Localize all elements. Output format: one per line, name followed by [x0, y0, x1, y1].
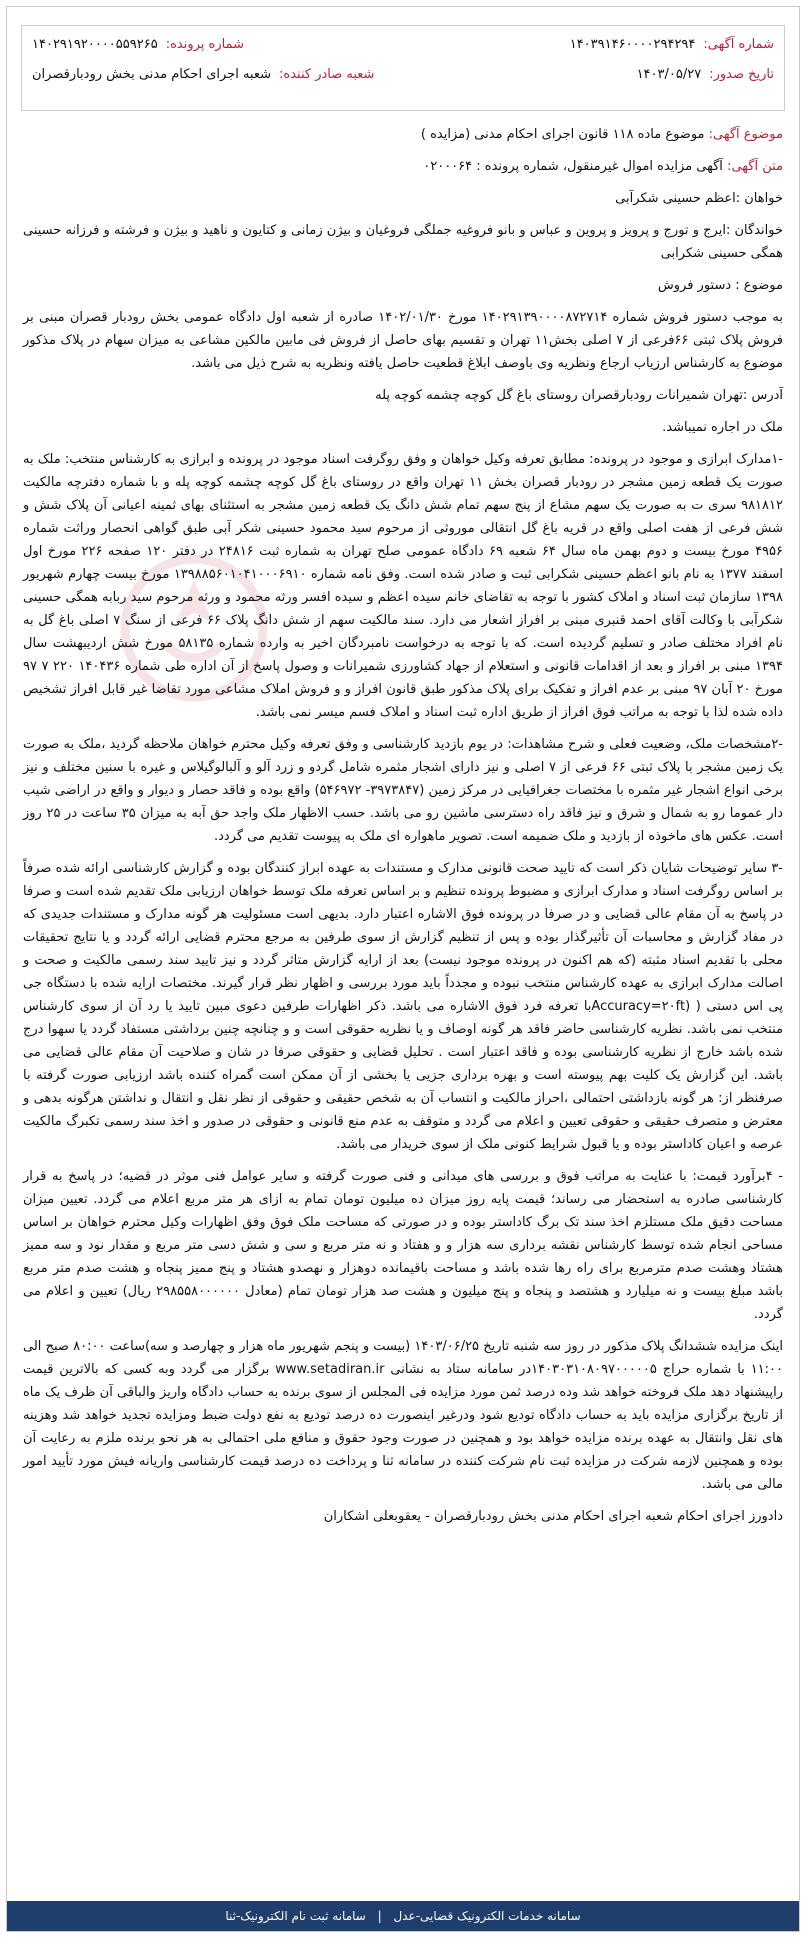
subject-value: موضوع ماده ۱۱۸ قانون اجرای احکام مدنی (مزایده )	[420, 127, 705, 142]
issue-date-label: تاریخ صدور:	[709, 67, 774, 82]
case-number-value: ۱۴۰۲۹۱۹۲۰۰۰۰۵۵۹۲۶۵	[32, 37, 158, 52]
footer-bar	[7, 1901, 799, 1931]
applicant: خواهان :اعظم حسینی شکرآبی	[615, 191, 783, 206]
notice-number	[570, 32, 774, 58]
notice-text-label: متن آگهی:	[727, 159, 783, 174]
notice-body	[23, 123, 783, 1537]
issuing-branch-label: شعبه صادر کننده:	[279, 67, 375, 82]
subject-label: موضوع آگهی:	[708, 127, 783, 142]
notice-number-value: ۱۴۰۳۹۱۴۶۰۰۰۰۲۹۴۲۹۴	[569, 37, 696, 52]
footer-right-link[interactable]: سامانه ثبت نام الکترونیک-ثنا	[225, 1909, 366, 1923]
respondents: خواندگان :ایرج و تورج و پرویز و پروین و عباس و بانو فروغیه جملگی فروغیان و بیژن زمانی و کتایون و ناهید و بیژن و فرشته و فرزانه حسینی همگی حسینی شکرابی	[23, 223, 783, 261]
paragraph-property-specs: -۲مشخصات ملک، وضعیت فعلی و شرح مشاهدات: در یوم بازدید کارشناسی و وفق تعرفه وکیل محترم خواهان ملاحظه گردید ،ملک به صورت یک زمین مشجر با پلاک ثبتی ۶۶ فرعی از ۷ اصلی و نیز دارای اشجار مثمره شامل گردو و زرد آلو و آلبالوگیلاس و غیره با سنین مختلف و نیز برخی انواع اشجار غیر مثمره با مختصات جغرافیایی در مرکز زمین (۳۹۷۳۸۴۷- ۵۴۶۹۷۲) واقع بوده و فاقد حصار و دیوار و واقع در اراضی شیب دار عموما رو به شمال و شرق و نیز فاقد راه دسترسی ماشین رو می باشد. حسب الاظهار ملک واجد حق آبه به میزان ۳۵ ساعت در ۲۵ روز است. عکس های ماخوذه از بازدید و ملک ضمیمه است. تصویر ماهواره ای ملک به پیوست تقدیم می گردد.	[23, 737, 783, 844]
paragraph-price-estimate: - ۴برآورد قیمت: با عنایت به مراتب فوق و بررسی های میدانی و فنی صورت گرفته و سایر عوامل فنی موثر در قضیه؛ در پاسخ به قرار کارشناسی صادره به استحضار می رساند؛ قیمت پایه روز میزان ده میلیون تومان تمام به ازای هر متر مربع اعلام می گردد. تعیین میزان مساحت دقیق ملک مستلزم اخذ سند تک برگ کاداستر بوده و در صورتی که مساحت ملک فوق وفق اظهارات وکیل محترم خواهان بر اساس مساحی انجام شده توسط کارشناس نقشه برداری سه هزار و و هفتاد و نه متر مربع و سی و شش دسی متر مربع و مقدار نود و سه ممیز هشتاد وهشت صدم مترمربع برای راه رها شده باشد و مساحت باقیمانده دوهزار و نهصدو هشتاد و پنج ممیز پنجاه و هشت صدم متر مربع باشد مبلغ بیست و نه میلیارد و هشتصد و پنجاه و پنج میلیون و هشت صد هزار تومان تمام (معادل ۲۹۸۵۵۸۰۰۰۰۰۰ ریال) تعیین و اعلام می گردد.	[23, 1169, 783, 1322]
notice-number-label: شماره آگهی:	[703, 37, 774, 52]
issuing-branch	[32, 62, 374, 88]
issue-date	[637, 62, 774, 88]
notice-text-title	[23, 155, 783, 178]
intro-paragraph: به موجب دستور فروش شماره ۱۴۰۲۹۱۳۹۰۰۰۰۸۷۲۷۱۴ مورخ ۱۴۰۲/۰۱/۳۰ صادره از شعبه اول دادگاه عمومی بخش رودبار قصران مبنی بر فروش پلاک ثبتی ۶۶فرعی از ۷ اصلی بخش۱۱ تهران و تقسیم بهای حاصل از فروش فی مابین مالکین مشاعی به میزان سهام در پلاک مذکور موضوع به کارشناس ارزیاب ارجاع ونظریه وی باوصف ابلاغ قطعیت حاصل یافته ونظریه به شرح ذیل می باشد.	[23, 310, 784, 371]
paragraph-other-notes: -۳ سایر توضیحات شایان ذکر است که تایید صحت قانونی مدارک و مستندات به عهده ابراز کنندگان بوده و گزارش کارشناسی ارائه شده صرفاً بر اساس روگرفت اسناد و مدارک ابرازی و مضبوط پرونده تنظیم و بر اساس تعرفه ملک توسط خواهان ارزیابی ملک تقدیم شده است و صرفا در پاسخ به آن مقام عالی قضایی و در صرفا در پرونده فوق الاشاره اعتبار دارد. بدیهی است مسئولیت هر گونه مدارک و مستندات جدیدی که در مفاد گزارش و محاسبات آن تأثیرگذار بوده و پس از تنظیم گزارش از سوی طرفین به مرجع محترم قضایی ارائه گردد و یا نتایج تحقیقات محلی با تقدیم اسناد مثبته (که هم اکنون در پرونده موجود نیست) بعد از ارایه گزارش متاثر گردد و نیز تایید سند رسمی مالکیت و صحت و اصالت مدارک ابرازی به عهده کارشناس منتخب نبوده و مجدداً باید مورد بررسی و اظهار نظر قرار گیرند. مختصات ارایه شده با دستگاه جی پی اس دستی ( (Accuracy=۲۰ftبا تعرفه فرد فوق الاشاره می باشد. ذکر اظهارات طرفین دعوی مبین تایید یا رد آن از سوی کارشناس منتخب نمی باشد. نظریه کارشناسی حاضر فاقد هر گونه اوصاف و یا نظریه حقوقی است و و چنانچه چنین برداشتی مستفاد گردد یا سهوا درج شده باشد خارج از نظریه کارشناسی بوده و فاقد اعتبار است . تحلیل قضایی و حقوقی صرفا در شان و صلاحیت آن مقام عالی قضایی می باشد. این گزارش یک کلیت بهم پیوسته است و بهره برداری جزیی یا بخشی از آن ممکن است گمراه کننده باشد ارزیابی صورت گرفته با صرفنظر از: هر گونه بازداشتی احتمالی ،احراز مالکیت و انتساب آن به شخص حقیقی و حقوقی از نظر نقل و انتقال و نداشتن هرگونه بدهی و معترض و متصرف حقیقی و حقوقی تعیین و اعلام می گردد و متوقف به عدم منع قانونی و حقوقی در صدور و اخذ سند رسمی تکبرگ مالکیت عرصه و اعیان کاداستر بوده و یا قبول شرایط کنونی ملک از سوی خریدار می باشد.	[23, 861, 783, 1152]
case-number	[32, 32, 244, 58]
footer-left-link[interactable]: سامانه خدمات الکترونیک قضایی-عدل	[393, 1909, 581, 1923]
issue-date-value: ۱۴۰۳/۰۵/۲۷	[636, 67, 702, 82]
issuing-branch-value: شعبه اجرای احکام مدنی بخش رودبارقصران	[32, 67, 272, 82]
header-row-1	[22, 32, 784, 58]
signature: دادورز اجرای احکام شعبه اجرای احکام مدنی بخش رودبارقصران - یعقوبعلی اشکاران	[323, 1509, 783, 1524]
address: آدرس :تهران شمیرانات رودبارقصران روستای باغ گل کوچه چشمه کوچه پله	[375, 388, 783, 403]
notice-subject	[23, 123, 783, 146]
notice-header	[21, 25, 785, 111]
paragraph-documents: -۱مدارک ابرازی و موجود در پرونده: مطابق تعرفه وکیل خواهان و وفق روگرفت اسناد موجود در پرونده و ابرازی به کارشناس منتخب: ملک به صورت یک قطعه زمین مشجر در رودبار قصران بخش ۱۱ تهران واقع در روستای باغ گل کوچه چشمه کوچه پله و با شماره دفترچه مالکیت ۹۸۱۸۱۲ سری ت به صورت یک سهم مشاع از پنج سهم تمام شش دانگ یک قطعه زمین مشجر به استثنای بهای ثمینه اعیانی آن پلاک شش و شش فرعی از هفت اصلی واقع در قریه باغ گل انتقالی موروثی از مرحوم سید محمود حسینی شکر آبی طبق گواهی انحصار وراثت شماره ۴۹۵۶ مورخ بیست و دوم بهمن ماه سال ۶۴ شعبه ۶۹ دادگاه عمومی صلح تهران به شماره ثبت ۲۴۸۱۶ در دفتر ۱۲۰ صفحه ۲۲۶ مورخ اول اسفند ۱۳۷۷ به نام بانو اعظم حسینی شکرابی ثبت و صادر شده است. وفق نامه شماره ۱۳۹۸۸۵۶۰۱۰۴۱۰۰۰۶۹۱۰ مورخ بیست چهارم شهریور ۱۳۹۸ سازمان ثبت اسناد و املاک کشور با توجه به تقاضای خانم سیده اعظم و سیده افسر ورثه محمود و ورثه مرحوم سید ربابه همگی حسینی شکرآبی با وکالت آقای احمد قنبری مبنی بر افراز اشعار می دارد. سند مالکیت سهم از شش دانگ پلاک ۶۶ فرعی از سنگ ۷ اصلی باغ گل به نام افراد مختلف صادر و تسلیم گردیده است. که با توجه به درخواست نامبردگان اخیر به وارده شماره ۵۸۱۳۵ مورخ شش اردیبهشت سال ۱۳۹۴ مبنی بر افراز و بعد از اقدامات قانونی و استعلام از جهاد کشاورزی شمیرانات و وصول پاسخ از آن اداره طی شماره ۱۴۰۴۳۶ ۲۲۰ ۷ ۹۷ مورخ ۲۰ آبان ۹۷ مبنی بر عدم افراز و تفکیک برای پلاک مذکور طبق قانون افراز و و فروش املاک مشاعی مورد تقاضا غیر قابل افراز تشخیص داده شده لذا با توجه به مراتب فوق افراز از طریق اداره ثبت اسناد و املاک فسم میسر نمی باشد.	[23, 452, 784, 720]
notice-page	[6, 6, 800, 1932]
case-number-label: شماره پرونده:	[165, 37, 244, 52]
rent-status: ملک در اجاره نمیباشد.	[662, 420, 783, 435]
footer-separator: |	[377, 1909, 382, 1923]
notice-text-value: آگهی مزایده اموال غیرمنقول، شماره پرونده : ۰۲۰۰۰۶۴	[423, 159, 723, 174]
header-row-2	[22, 62, 784, 88]
paragraph-auction-terms: اینک مزایده ششدانگ پلاک مذکور در روز سه شنبه تاریخ ۱۴۰۳/۰۶/۲۵ (بیست و پنجم شهریور ماه هزار و چهارصد و سه)ساعت ۸۰:۰۰ صبح الی ۱۱:۰۰ با شماره حراج ۱۴۰۳۰۳۱۰۸۰۹۷۰۰۰۰۰۵در سامانه ستاد به نشانی www.setadiran.ir برگزار می گردد وبه کسی که بالاترین قیمت راپیشنهاد دهد ملک فروخته خواهد شد وده درصد ثمن مورد مزایده فی المجلس از سوی برنده به حساب دادگاه واریز والباقی آن ظرف یک ماه از تاریخ برگزاری مزایده باید به حساب دادگاه تودیع شود ودرغیر اینصورت ده درصد تودیع به نفع دولت ضبط ومزایده تجدید خواهد شد وهزینه های نقل وانتقال به عهده برنده مزایده خواهد بود و همچنین در صورت وجود حقوق و منافع ملی احتمالی به هر نحو برنده ملزم به رعایت آن بوده و همچنین لازمه شرکت در مزایده ثبت نام شرکت کننده در سامانه ثنا و پرداخت ده درصد قیمت کارشناسی واریانه فیش مورد تأیید امور مالی می باشد.	[23, 1339, 784, 1492]
topic: موضوع : دستور فروش	[657, 278, 783, 293]
